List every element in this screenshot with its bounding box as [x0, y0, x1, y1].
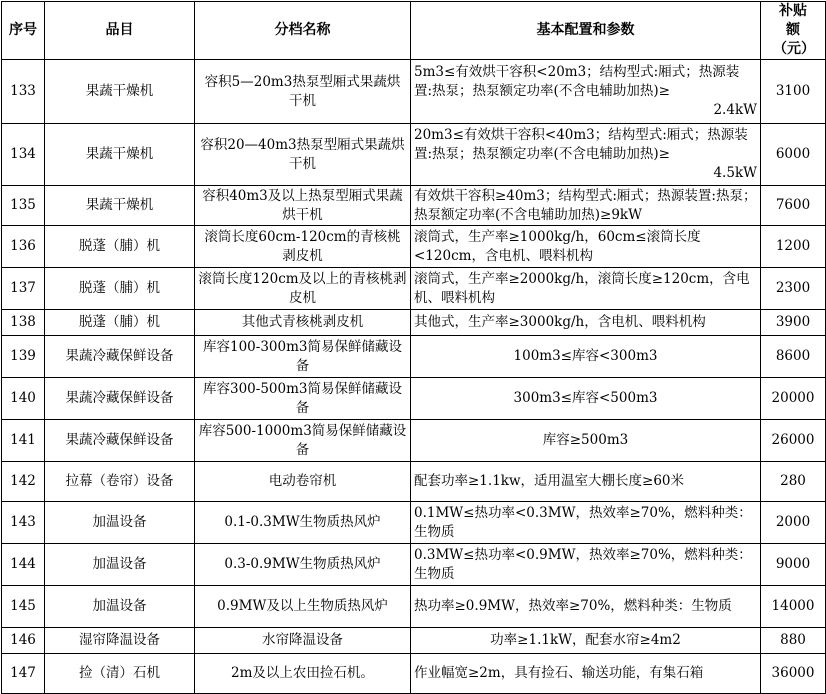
row-subsidy: 7600	[761, 186, 826, 226]
table-row	[2, 462, 826, 502]
table-row	[2, 654, 826, 694]
row-item: 加温设备	[45, 544, 195, 586]
header-item: 品目	[45, 2, 195, 60]
header-spec: 基本配置和参数	[411, 2, 761, 60]
row-tier: 2m及以上农田捡石机。	[195, 654, 411, 694]
row-item: 加温设备	[45, 586, 195, 628]
table-row	[2, 60, 826, 124]
row-subsidy: 2300	[761, 268, 826, 310]
row-spec	[411, 124, 761, 186]
row-tier: 滚筒长度60cm-120cm的青核桃剥皮机	[195, 226, 411, 268]
row-subsidy: 3100	[761, 60, 826, 124]
row-spec	[411, 462, 761, 502]
table-row	[2, 226, 826, 268]
row-seq: 136	[2, 226, 45, 268]
header-row	[2, 2, 826, 60]
row-item: 果蔬干燥机	[45, 60, 195, 124]
row-subsidy: 880	[761, 628, 826, 654]
table-row	[2, 310, 826, 336]
row-spec-text: 库容≥500m3	[542, 432, 629, 448]
header-seq: 序号	[2, 2, 45, 60]
row-item: 加温设备	[45, 502, 195, 544]
row-seq: 134	[2, 124, 45, 186]
row-tier: 库容300-500m3简易保鲜储藏设备	[195, 378, 411, 420]
row-seq: 138	[2, 310, 45, 336]
row-tier: 滚筒长度120cm及以上的青核桃剥皮机	[195, 268, 411, 310]
row-seq: 143	[2, 502, 45, 544]
subsidy-table	[1, 1, 826, 694]
row-seq: 145	[2, 586, 45, 628]
row-spec	[411, 586, 761, 628]
table-row	[2, 186, 826, 226]
row-subsidy: 9000	[761, 544, 826, 586]
row-spec-tail: 2.4kW	[713, 102, 757, 118]
table-row	[2, 628, 826, 654]
row-spec-text: 100m3≤库容<300m3	[513, 348, 658, 364]
header-tier: 分档名称	[195, 2, 411, 60]
table-row	[2, 586, 826, 628]
row-spec	[411, 60, 761, 124]
row-spec	[411, 420, 761, 462]
row-seq: 137	[2, 268, 45, 310]
row-spec	[411, 268, 761, 310]
table-row	[2, 268, 826, 310]
row-item: 捡（清）石机	[45, 654, 195, 694]
row-seq: 144	[2, 544, 45, 586]
row-subsidy: 14000	[761, 586, 826, 628]
row-subsidy: 280	[761, 462, 826, 502]
row-subsidy: 26000	[761, 420, 826, 462]
row-seq: 141	[2, 420, 45, 462]
row-seq: 139	[2, 336, 45, 378]
row-spec-text: 热功率≥0.9MW，热效率≥70%，燃料种类：生物质	[414, 598, 732, 614]
row-spec-text: 作业幅宽≥2m，具有捡石、输送功能，有集石箱	[414, 665, 704, 681]
row-spec	[411, 226, 761, 268]
table-row	[2, 124, 826, 186]
row-spec-text: 0.3MW≤热功率<0.9MW，热效率≥70%，燃料种类：生物质	[414, 546, 752, 582]
row-spec-text: 滚筒式，生产率≥2000kg/h，滚筒长度≥120cm，含电机、喂料机构	[414, 270, 750, 306]
table-body	[2, 60, 826, 694]
row-seq: 146	[2, 628, 45, 654]
header-subsidy: 补贴额（元）	[761, 2, 826, 60]
row-tier: 电动卷帘机	[195, 462, 411, 502]
row-seq: 142	[2, 462, 45, 502]
row-spec	[411, 544, 761, 586]
row-tier: 0.1-0.3MW生物质热风炉	[195, 502, 411, 544]
row-subsidy: 6000	[761, 124, 826, 186]
row-tier: 库容500-1000m3简易保鲜储藏设备	[195, 420, 411, 462]
row-item: 果蔬干燥机	[45, 124, 195, 186]
table-row	[2, 544, 826, 586]
row-tier: 容积5—20m3热泵型厢式果蔬烘干机	[195, 60, 411, 124]
row-spec	[411, 336, 761, 378]
row-tier: 容积20—40m3热泵型厢式果蔬烘干机	[195, 124, 411, 186]
row-spec-text: 滚筒式，生产率≥1000kg/h，60cm≤滚筒长度<120cm，含电机、喂料机构	[414, 228, 701, 264]
row-subsidy: 3900	[761, 310, 826, 336]
table-row	[2, 420, 826, 462]
row-tier: 0.9MW及以上生物质热风炉	[195, 586, 411, 628]
row-subsidy: 36000	[761, 654, 826, 694]
row-spec-text: 20m3≤有效烘干容积<40m3；结构型式:厢式；热源装置:热泵；热泵额定功率(不含电辅助加热)≥	[414, 127, 748, 162]
row-item: 脱蓬（脯）机	[45, 268, 195, 310]
row-subsidy: 8600	[761, 336, 826, 378]
row-seq: 135	[2, 186, 45, 226]
table-row	[2, 336, 826, 378]
row-tier: 容积40m3及以上热泵型厢式果蔬烘干机	[195, 186, 411, 226]
row-tier: 水帘降温设备	[195, 628, 411, 654]
row-spec	[411, 310, 761, 336]
row-tier: 其他式青核桃剥皮机	[195, 310, 411, 336]
row-spec-tail: 4.5kW	[713, 165, 757, 181]
row-tier: 0.3-0.9MW生物质热风炉	[195, 544, 411, 586]
row-spec	[411, 378, 761, 420]
row-subsidy: 20000	[761, 378, 826, 420]
row-spec	[411, 654, 761, 694]
row-tier: 库容100-300m3简易保鲜储藏设备	[195, 336, 411, 378]
row-spec-text: 5m3≤有效烘干容积<20m3；结构型式:厢式；热源装置:热泵；热泵额定功率(不含电辅助加热)≥	[414, 64, 740, 99]
row-item: 果蔬冷藏保鲜设备	[45, 420, 195, 462]
row-spec	[411, 186, 761, 226]
row-seq: 140	[2, 378, 45, 420]
row-item: 果蔬冷藏保鲜设备	[45, 336, 195, 378]
row-subsidy: 2000	[761, 502, 826, 544]
row-item: 脱蓬（脯）机	[45, 226, 195, 268]
row-spec-text: 0.1MW≤热功率<0.3MW，热效率≥70%，燃料种类：生物质	[414, 504, 752, 540]
row-item: 果蔬冷藏保鲜设备	[45, 378, 195, 420]
row-spec-text: 功率≥1.1kW，配套水帘≥4m2	[490, 632, 681, 648]
table-row	[2, 378, 826, 420]
table-row	[2, 502, 826, 544]
row-spec-text: 有效烘干容积≥40m3；结构型式:厢式；热源装置:热泵；热泵额定功率(不含电辅助加热)≥9kW	[414, 187, 757, 223]
row-item: 拉幕（卷帘）设备	[45, 462, 195, 502]
row-seq: 133	[2, 60, 45, 124]
row-spec	[411, 502, 761, 544]
row-spec-text: 300m3≤库容<500m3	[513, 390, 658, 406]
row-spec-text: 配套功率≥1.1kw，适用温室大棚长度≥60米	[414, 473, 685, 489]
row-item: 湿帘降温设备	[45, 628, 195, 654]
row-seq: 147	[2, 654, 45, 694]
row-item: 脱蓬（脯）机	[45, 310, 195, 336]
row-spec-text: 其他式，生产率≥3000kg/h，含电机、喂料机构	[414, 314, 706, 330]
row-subsidy: 1200	[761, 226, 826, 268]
row-spec	[411, 628, 761, 654]
row-item: 果蔬干燥机	[45, 186, 195, 226]
